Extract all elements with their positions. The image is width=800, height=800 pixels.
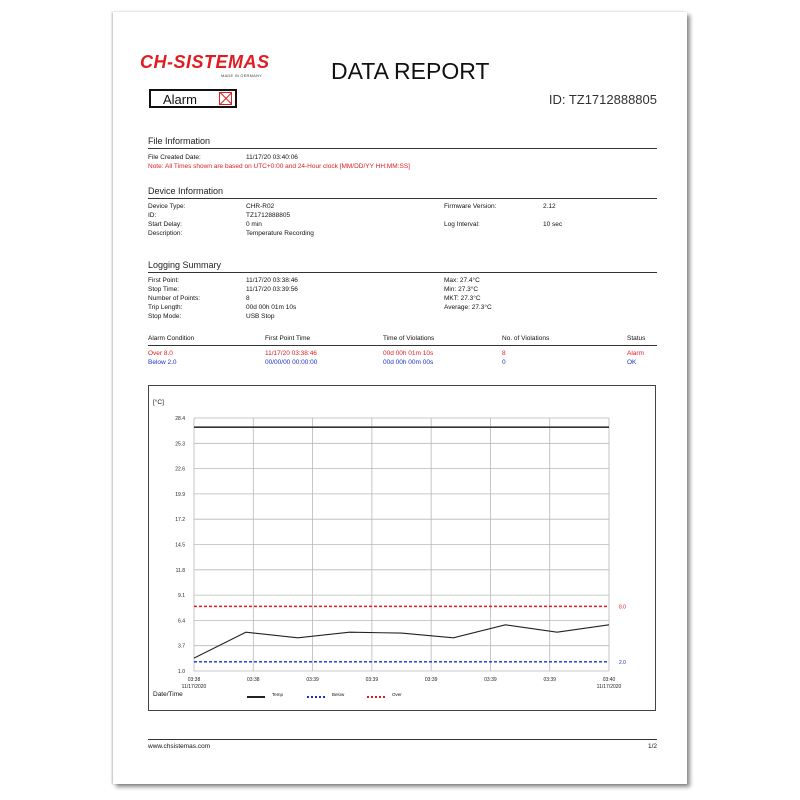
legend-temp: Temp <box>272 692 284 697</box>
start-delay-value: 0 min <box>246 221 262 228</box>
x-first-date: 11/17/2020 <box>181 684 207 690</box>
legend-over-swatch <box>367 696 385 698</box>
x-tick-label: 03:39 <box>484 677 497 683</box>
table-divider <box>148 345 657 346</box>
page-title: DATA REPORT <box>331 58 490 84</box>
stop-time-value: 11/17/20 03:39:56 <box>246 286 298 293</box>
device-id-label: ID: <box>148 212 157 219</box>
y-tick-label: 28.4 <box>175 416 185 422</box>
x-tick-label: 03:38 <box>247 677 260 683</box>
temperature-chart <box>148 385 656 711</box>
stop-mode-label: Stop Mode: <box>148 313 182 320</box>
logo-tagline: MADE IN GERMANY <box>221 73 263 78</box>
mkt-temp: MKT: 27.3°C <box>444 295 481 302</box>
y-axis-label: [°C] <box>153 399 164 406</box>
footer-divider <box>148 739 657 740</box>
section-divider <box>148 272 657 273</box>
max-temp: Max: 27.4°C <box>444 277 480 284</box>
below-first-time: 00/00/00 00:00:00 <box>265 359 318 366</box>
file-created-value: 11/17/20 03:40:06 <box>246 154 298 161</box>
y-tick-label: 9.1 <box>178 593 185 600</box>
alarm-col-condition: Alarm Condition <box>148 335 195 342</box>
time-note: Note: All Times shown are based on UTC+0:00 and 24-Hour clock [MM/DD/YY HH:MM:SS] <box>148 163 410 170</box>
min-temp: Min: 27.3°C <box>444 286 479 293</box>
y-tick-label: 22.6 <box>175 466 185 473</box>
section-divider <box>148 198 657 199</box>
below-violation-time: 00d 00h 00m 00s <box>383 359 434 366</box>
y-tick-label: 1.0 <box>178 669 185 675</box>
trip-length-label: Trip Length: <box>148 304 183 311</box>
over-condition: Over 8.0 <box>148 350 173 357</box>
device-info-heading: Device Information <box>148 186 224 196</box>
temp-series-line <box>194 625 609 658</box>
logging-summary-heading: Logging Summary <box>148 260 222 270</box>
below-condition: Below 2.0 <box>148 359 177 366</box>
points-label: Number of Points: <box>148 295 201 302</box>
x-tick-label: 03:39 <box>365 677 379 683</box>
x-axis-label: Date/Time <box>153 691 183 698</box>
company-logo: CH-SISTEMAS <box>140 52 270 72</box>
legend-temp-swatch <box>247 696 265 698</box>
x-last-date: 11/17/2020 <box>596 684 622 690</box>
alarm-col-time: Time of Violations <box>383 335 435 342</box>
device-id-value: TZ1712888805 <box>246 212 291 219</box>
device-type-label: Device Type: <box>148 203 186 210</box>
points-value: 8 <box>246 295 250 302</box>
device-id-header: ID: TZ1712888805 <box>548 92 657 107</box>
file-created-label: File Created Date: <box>148 154 201 161</box>
over-first-time: 11/17/20 03:38:46 <box>265 350 317 357</box>
description-value: Temperature Recording <box>246 230 314 237</box>
stop-mode-value: USB Stop <box>246 313 275 320</box>
alarm-col-count: No. of Violations <box>502 335 550 342</box>
y-tick-label: 19.9 <box>175 491 185 498</box>
file-info-heading: File Information <box>148 136 211 146</box>
over-status: Alarm <box>627 350 644 357</box>
alarm-col-first: First Point Time <box>265 335 311 342</box>
first-point-label: First Point: <box>148 277 180 284</box>
section-divider <box>148 148 657 149</box>
start-delay-label: Start Delay: <box>148 221 182 228</box>
device-type-value: CHR-R02 <box>246 203 275 210</box>
trip-length-value: 00d 00h 01m 10s <box>246 304 297 311</box>
alarm-cross-icon <box>219 92 232 105</box>
x-tick-label: 03:39 <box>424 677 438 683</box>
x-tick-label: 03:39 <box>543 677 556 683</box>
first-point-value: 11/17/20 03:38:46 <box>246 277 298 284</box>
chart-plot <box>149 386 655 710</box>
firmware-label: Firmware Version: <box>444 203 497 210</box>
y-tick-label: 3.7 <box>178 643 185 650</box>
over-violation-time: 00d 00h 01m 10s <box>383 350 434 357</box>
below-count: 0 <box>502 359 506 366</box>
below-threshold-label: 2.0 <box>619 659 626 666</box>
over-threshold-label: 8.0 <box>619 604 626 611</box>
report-page <box>113 12 687 784</box>
stop-time-label: Stop Time: <box>148 286 180 293</box>
firmware-value: 2.12 <box>543 203 556 210</box>
y-tick-label: 25.3 <box>175 441 185 448</box>
alarm-label: Alarm <box>163 92 197 107</box>
alarm-indicator <box>149 89 237 108</box>
legend-below-swatch <box>307 696 325 698</box>
below-status: OK <box>627 359 637 366</box>
x-tick-label: 03:40 <box>602 677 616 683</box>
y-tick-label: 11.8 <box>175 567 185 574</box>
footer-page-number: 1/2 <box>647 743 657 750</box>
alarm-col-status: Status <box>627 335 646 342</box>
legend-below: Below <box>332 692 345 697</box>
over-count: 8 <box>502 350 506 357</box>
log-interval-value: 10 sec <box>543 221 563 228</box>
average-temp: Average: 27.3°C <box>444 304 492 311</box>
legend-over: Over <box>392 692 402 697</box>
footer-website: www.chsistemas.com <box>148 743 211 750</box>
y-tick-label: 6.4 <box>178 618 185 625</box>
x-tick-label: 03:39 <box>306 677 319 683</box>
x-tick-label: 03:38 <box>187 677 201 683</box>
description-label: Description: <box>148 230 183 237</box>
log-interval-label: Log Interval: <box>444 221 480 228</box>
y-tick-label: 17.2 <box>175 517 185 524</box>
y-tick-label: 14.5 <box>175 542 185 549</box>
